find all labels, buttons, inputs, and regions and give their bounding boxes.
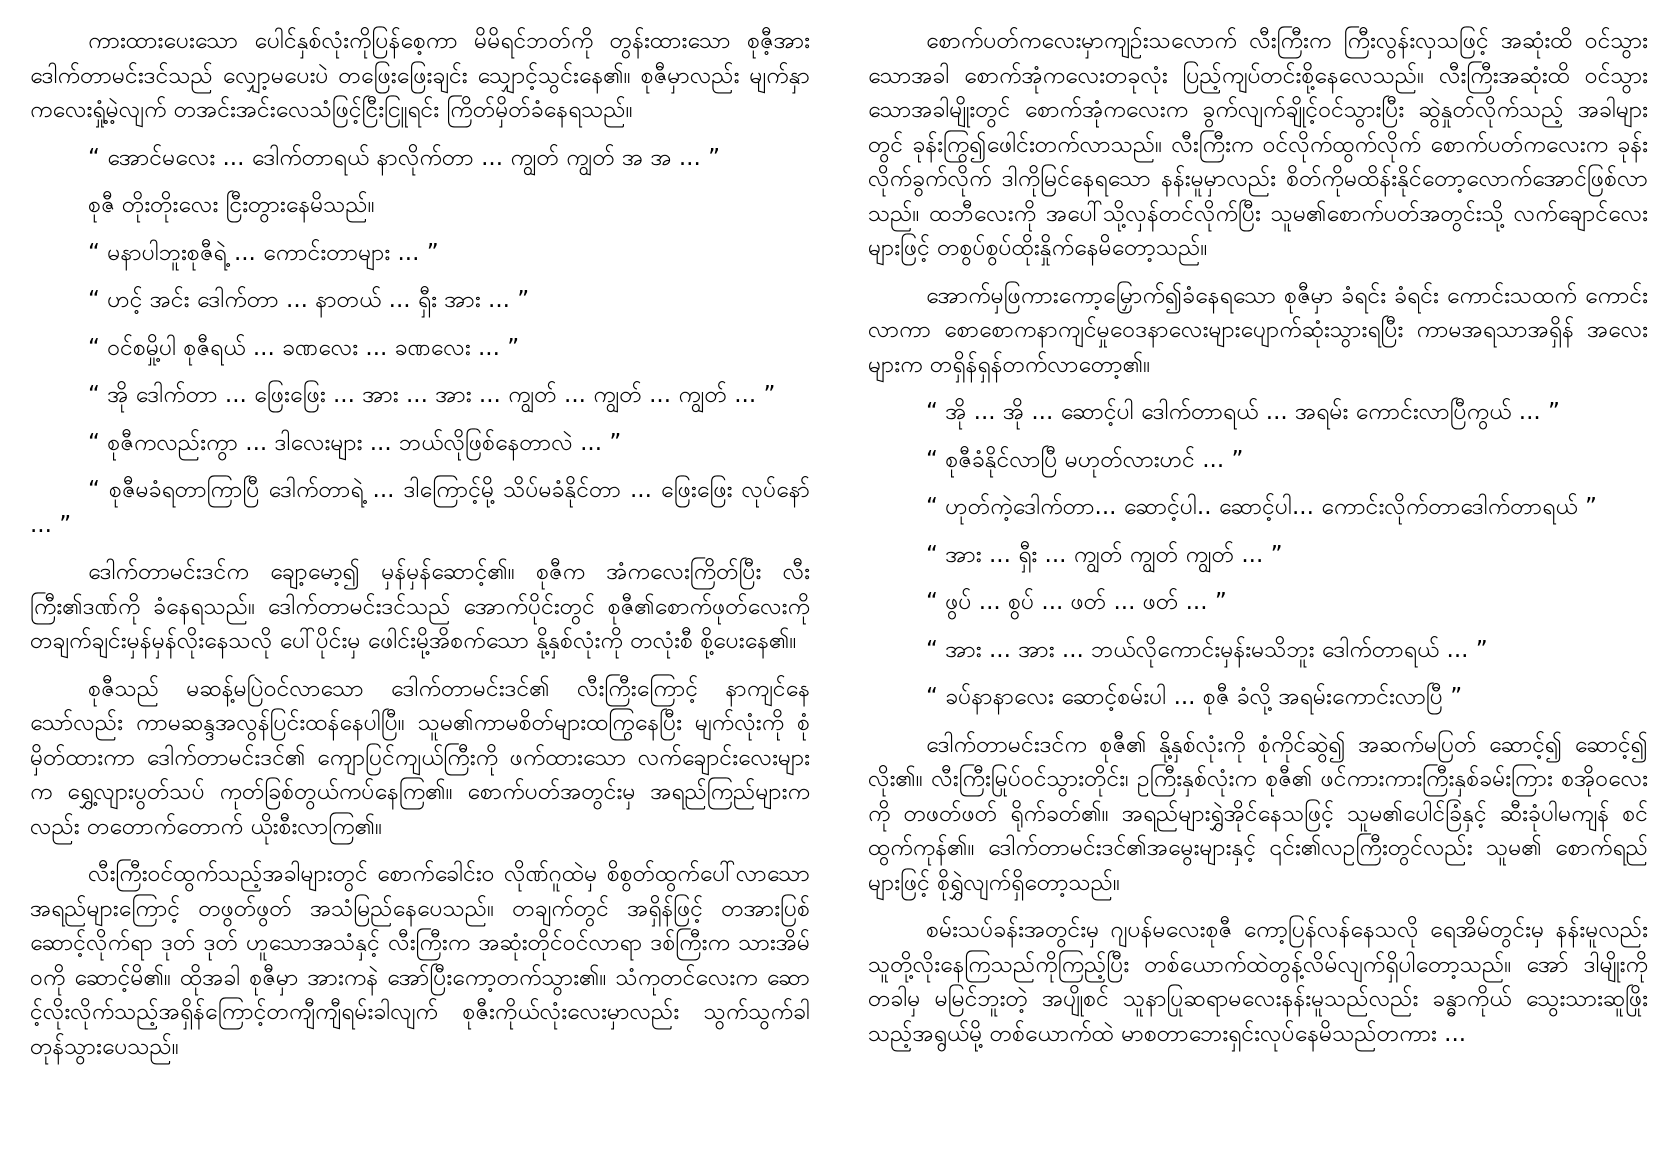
paragraph: စုဇီသည် မဆန့်မပြဲဝင်လာသော ဒေါက်တာမင်းဒင်၏ လီးကြီးကြောင့် နာကျင်နေသော်လည်း ကာမဆန္ဒအလွန်ပြင်းထန်နေပါပြီ။ သူမ၏ကာမစိတ်များထကြွနေပြီး မျက်လုံးကို စုံမှိတ်ထားကာ ဒေါက်တာမင်းဒင်၏ ကျောပြင်ကျယ်ကြီးကို ဖက်ထားသော လက်ချောင်းလေးများက ရွှေ့လျားပွတ်သပ် ကုတ်ခြစ်တွယ်ကပ်နေကြ၏။ စောက်ပတ်အတွင်းမှ အရည်ကြည်များကလည်း တတောက်တောက် ယိုးစီးလာကြ၏။ <box>30 675 810 840</box>
dialogue-line: “ အား ... ရှီး ... ကျွတ် ကျွတ် ကျွတ် ... ” <box>926 541 1283 568</box>
paragraph: စောက်ပတ်ကလေးမှာကျဉ်းသလောက် လီးကြီးက ကြီးလွန်းလှသဖြင့် အဆုံးထိ ဝင်သွားသောအခါ စောက်အုံကလေးတခုလုံး ပြည့်ကျပ်တင်းစို့နေလေသည်။ လီးကြီးအဆုံးထိ ဝင်သွားသောအခါမျိုးတွင် စောက်အုံကလေးက ခွက်လျက်ချိုင့်ဝင်သွားပြီး ဆွဲနှုတ်လိုက်သည့် အခါများတွင် ခုန်းကြွ၍ဖေါင်းတက်လာသည်။ လီးကြီးက ဝင်လိုက်ထွက်လိုက် စောက်ပတ်ကလေးက ခုန်းလိုက်ခွက်လိုက် ဒါကိုမြင်နေရသော နန်းမူမှာလည်း စိတ်ကိုမထိန်းနိုင်တော့လောက်အောင်ဖြစ်လာသည်။ ထဘီလေးကို အပေါ်သို့လှန်တင်လိုက်ပြီး သူမ၏စောက်ပတ်အတွင်းသို့ လက်ချောင်လေးများဖြင့် တစွပ်စွပ်ထိုးနှိုက်နေမိတော့သည်။ <box>868 28 1648 261</box>
dialogue-line: “ မနာပါဘူးစုဇီရဲ့ ... ကောင်းတာများ ... ” <box>88 239 439 266</box>
dialogue-line: “ ဖွပ် ... စွပ် ... ဖတ် ... ဖတ် ... ” <box>926 589 1227 615</box>
dialogue-line: “ ခပ်နာနာလေး ဆောင့်စမ်းပါ ... စုဇီ ခံလို့ အရမ်းကောင်းလာပြီ ” <box>926 684 1463 710</box>
dialogue-line: “ အောင်မလေး ... ဒေါက်တာရယ် နာလိုက်တာ ... ကျွတ် ကျွတ် အ အ ... ” <box>88 144 721 171</box>
paragraph: စမ်းသပ်ခန်းအတွင်းမှ ဂျပန်မလေးစုဇီ ကော့ပြန်လန်နေသလို ရေအိမ်တွင်းမှ နန်းမူလည်း သူတို့လိုးနေကြသည်ကိုကြည့်ပြီး တစ်ယောက်ထဲတွန့်လိမ်လျက်ရှိပါတော့သည်။ အော် ဒါမျိုးကို တခါမှ မမြင်ဘူးတဲ့ အပျိုစင် သူနာပြုဆရာမလေးနန်းမူသည်လည်း ခန္ဓာကိုယ် သွေးသားဆူဖြိုးသည့်အရွယ်မို့ တစ်ယောက်ထဲ မာစတာဘေးရှင်းလုပ်နေမိသည်တကား ... <box>868 917 1648 1047</box>
left-column <box>30 24 810 1142</box>
dialogue-line: “ အို ... အို ... ဆောင့်ပါ ဒေါက်တာရယ် ... အရမ်း ကောင်းလာပြီကွယ် ... ” <box>926 399 1560 425</box>
dialogue-line: “ အို ဒေါက်တာ ... ဖြေးဖြေး ... အား ... အား ... ကျွတ် ... ကျွတ် ... ကျွတ် ... ” <box>88 382 776 408</box>
dialogue-line: “ စုဇီခံနိုင်လာပြီ မဟုတ်လားဟင် ... ” <box>926 446 1244 473</box>
paragraph: ဒေါက်တာမင်းဒင်က စုဇီ၏ နို့နှစ်လုံးကို စုံကိုင်ဆွဲ၍ အဆက်မပြတ် ဆောင့်၍ ဆောင့်၍ လိုး၏။ လီးကြီးမြုပ်ဝင်သွားတိုင်း၊ ဥကြီးနှစ်လုံးက စုဇီ၏ ဖင်ကားကားကြီးနှစ်ခမ်းကြား စအိုဝလေးကို တဖတ်ဖတ် ရိုက်ခတ်၏။ အရည်များရွှဲအိုင်နေသဖြင့် သူမ၏ပေါင်ခြံနှင့် ဆီးခုံပါမကျန် စင်ထွက်ကုန်၏။ ဒေါက်တာမင်းဒင်၏အမွေးများနှင့် ၎င်း၏လဥကြီးတွင်လည်း သူမ၏ စောက်ရည်များဖြင့် စိုရွှဲလျက်ရှိတော့သည်။ <box>868 731 1648 896</box>
right-column <box>868 24 1648 1142</box>
dialogue-line: “ ဟုတ်ကဲ့ဒေါက်တာ... ဆောင့်ပါ.. ဆောင့်ပါ... ကောင်းလိုက်တာဒေါက်တာရယ် ” <box>926 494 1597 520</box>
dialogue-line: “ စုဇီမခံရတာကြာပြီ ဒေါက်တာရဲ့ ... ဒါကြောင့်မို့ သိပ်မခံနိုင်တာ ... ဖြေးဖြေး လုပ်နော် ... ” <box>30 477 810 538</box>
paragraph: ဒေါက်တာမင်းဒင်က ချော့မော့၍ မှန်မှန်ဆောင့်၏။ စုဇီက အံကလေးကြိတ်ပြီး လီးကြီး၏ဒဏ်ကို ခံနေရသည်။ ဒေါက်တာမင်းဒင်သည် အောက်ပိုင်းတွင် စုဇီ၏စောက်ဖုတ်လေးကို တချက်ချင်းမှန်မှန်လိုးနေသလို ပေါ်ပိုင်းမှ ဖေါင်းမို့အိစက်သော နို့နှစ်လုံးကို တလုံးစီ စို့ပေးနေ၏။ <box>30 559 810 654</box>
dialogue-line: “ အား ... အား ... ဘယ်လိုကောင်းမှန်းမသိဘူး ဒေါက်တာရယ် ... ” <box>926 636 1488 663</box>
dialogue-line: “ စုဇီကလည်းကွာ ... ဒါလေးများ ... ဘယ်လိုဖြစ်နေတာလဲ ... ” <box>88 429 622 456</box>
paragraph: အောက်မှဖြကားကော့မြှောက်၍ခံနေရသော စုဇီမှာ ခံရင်း ခံရင်း ကောင်းသထက် ကောင်းလာကာ စောစောကနာကျင်မှုဝေဒနာလေးများပျောက်ဆုံးသွားရပြီး ကာမအရသာအရှိန် အလေးများက တရှိန်ရှန်တက်လာတော့၏။ <box>868 282 1648 378</box>
dialogue-line: “ ဝင်စမှို့ပါ စုဇီရယ် ... ခဏလေး ... ခဏလေး ... ” <box>88 334 520 361</box>
paragraph: စုဇီ တိုးတိုးလေး ငြီးတွားနေမိသည်။ <box>88 192 375 218</box>
dialogue-line: “ ဟင့် အင်း ဒေါက်တာ ... နာတယ် ... ရှီး အား ... ” <box>88 287 530 313</box>
paragraph: ကားထားပေးသော ပေါင်နှစ်လုံးကိုပြန်စေ့ကာ မိမိရင်ဘတ်ကို တွန်းထားသော စုဇီ့အား ဒေါက်တာမင်းဒင်သည် လျှော့မပေးပဲ တဖြေးဖြေးချင်း သျှောင့်သွင်းနေ၏။ စုဇီမှာလည်း မျက်နှာကလေးရှုံ့မဲ့လျက် တအင်းအင်းလေသံဖြင့်ငြီးငြူရင်း ကြိတ်မှိတ်ခံနေရသည်။ <box>30 28 810 123</box>
paragraph: လီးကြီးဝင်ထွက်သည့်အခါများတွင် စောက်ခေါင်းဝ လိုဏ်ဂူထဲမှ စိစွတ်ထွက်ပေါ်လာသော အရည်များကြောင့် တဖွတ်ဖွတ် အသံမြည်နေပေသည်။ တချက်တွင် အရှိန်ဖြင့် တအားပြစ်ဆောင့်လိုက်ရာ ဒုတ် ဒုတ် ဟူသောအသံနှင့် လီးကြီးက အဆုံးတိုင်ဝင်လာရာ ဒစ်ကြီးက သားအိမ်ဝကို ဆောင့်မိ၏။ ထိုအခါ စုဇီမှာ အားကနဲ အော်ပြီးကော့တက်သွား၏။ သံကုတင်လေးက ဆောင့်လိုးလိုက်သည့်အရှိန်ကြောင့်တကျီကျီရမ်းခါလျက် စုဇီးကိုယ်လုံးလေးမှာလည်း သွက်သွက်ခါ တုန်သွားပေသည်။ <box>30 861 810 1060</box>
